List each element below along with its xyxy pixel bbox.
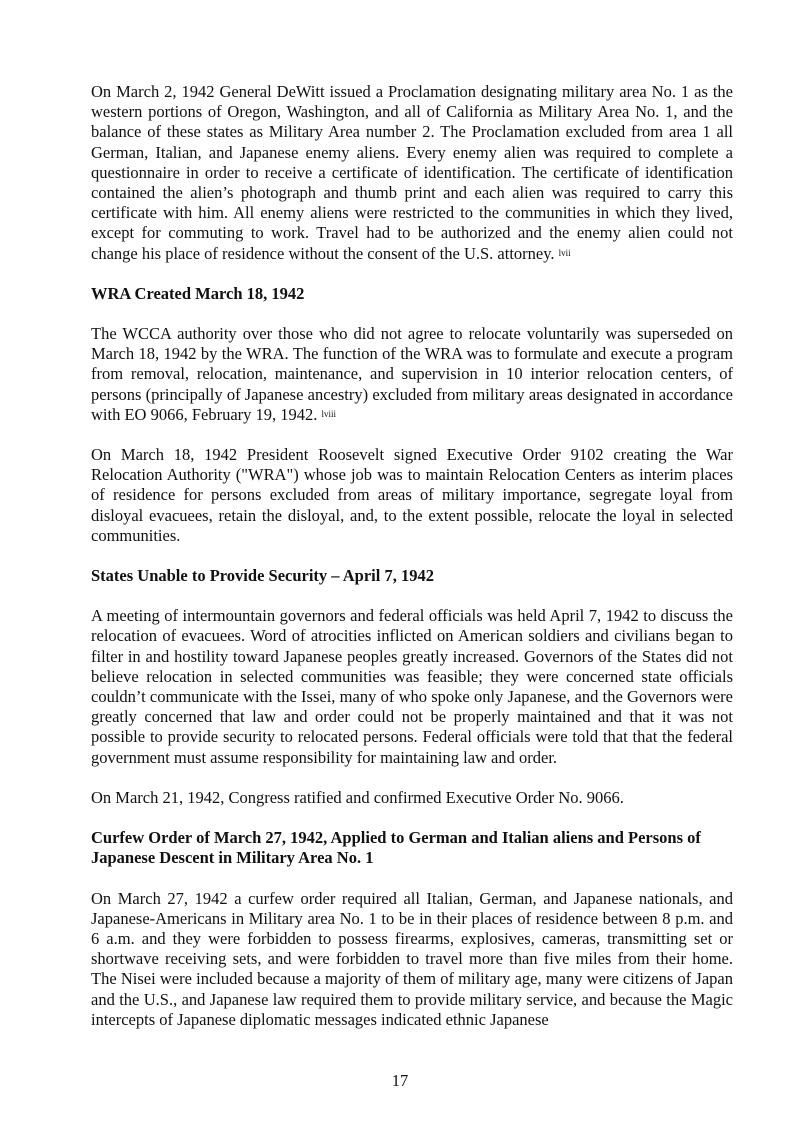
heading-states-unable: States Unable to Provide Security – April 7, 1942: [91, 566, 434, 586]
heading-wra-created: WRA Created March 18, 1942: [91, 283, 305, 303]
page-number: 17: [391, 1071, 409, 1090]
heading-curfew-order: Curfew Order of March 27, 1942, Applied to German and Italian aliens and Persons of Japanese Descent in Military Area No. 1: [91, 828, 701, 868]
paragraph-congress-ratified: On March 21, 1942, Congress ratified and confirmed Executive Order No. 9066.: [91, 787, 624, 807]
document-body: [91, 82, 733, 1050]
paragraph-wcca-authority-text: The WCCA authority over those who did not agree to relocate voluntarily was superseded on March 18, 1942 by the WRA. The function of the WRA was to formulate and execute a program from removal, relocation, maintenance, and supervision in 10 interior relocation centers, of persons (principally of Japanese ancestry) excluded from military areas designated in accordance with EO 9066, February 19, 1942.: [91, 324, 733, 424]
paragraph-executive-order-9102: On March 18, 1942 President Roosevelt signed Executive Order 9102 creating the War Relocation Authority ("WRA") whose job was to maintain Relocation Centers as interim places of residence for persons excluded from areas of military importance, segregate loyal from disloyal evacuees, retain the disloyal, and, to the extent possible, relocate the loyal in selected communities.: [91, 445, 733, 545]
paragraph-governors-meeting: A meeting of intermountain governors and federal officials was held April 7, 1942 to discuss the relocation of evacuees. Word of atrocities inflicted on American soldiers and civilians began to filter in and hostility toward Japanese peoples greatly increased. Governors of the States did not believe relocation in selected communities was feasible; they were concerned state officials couldn’t communicate with the Issei, many of who spoke only Japanese, and the Governors were greatly concerned that law and order could not be properly maintained and that it was not possible to provide security to relocated persons. Federal officials were told that that the federal government must assume responsibility for maintaining law and order.: [91, 606, 733, 767]
paragraph-proclamation-text: On March 2, 1942 General DeWitt issued a Proclamation designating military area No. 1 as the western portions of Oregon, Washington, and all of California as Military Area No. 1, and the balance of these states as Military Area number 2. The Proclamation excluded from area 1 all German, Italian, and Japanese enemy aliens. Every enemy alien was required to complete a questionnaire in order to receive a certificate of identification. The certificate of identification contained the alien’s photograph and thumb print and each alien was required to carry this certificate with him. All enemy aliens were restricted to the communities in which they lived, except for commuting to work. Travel had to be authorized and the enemy alien could not change his place of residence without the consent of the U.S. attorney.: [91, 82, 733, 263]
paragraph-wcca-authority: [91, 324, 733, 425]
footnote-ref-lvii: lvii: [558, 247, 571, 258]
paragraph-curfew-details: On March 27, 1942 a curfew order required all Italian, German, and Japanese nationals, and Japanese-Americans in Military area No. 1 to be in their places of residence between 8 p.m. and 6 a.m. and they were forbidden to possess firearms, explosives, cameras, transmitting set or shortwave receiving sets, and were forbidden to travel more than five miles from their home. The Nisei were included because a majority of them of military age, many were citizens of Japan and the U.S., and Japanese law required them to provide military service, and because the Magic intercepts of Japanese diplomatic messages indicated ethnic Japanese: [91, 888, 733, 1029]
paragraph-proclamation: [91, 82, 733, 264]
footnote-ref-lviii: lviii: [321, 408, 337, 419]
